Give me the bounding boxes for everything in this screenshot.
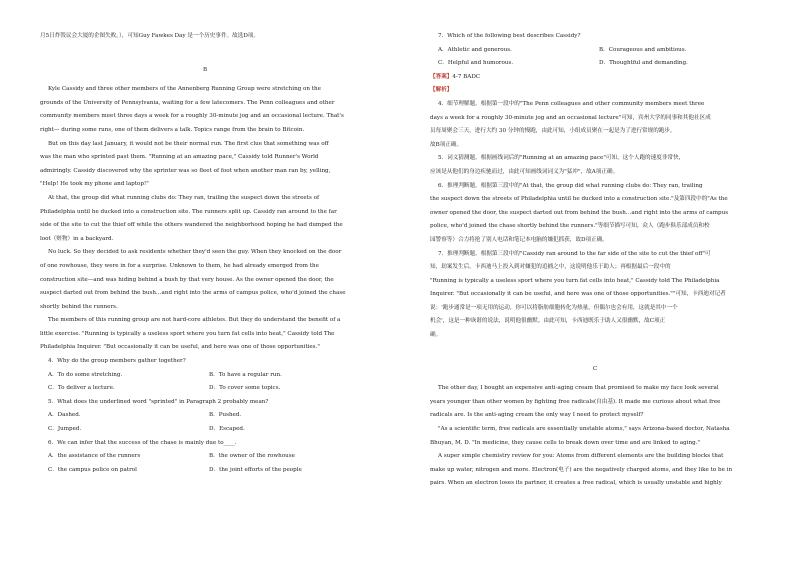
- passage-line: The members of this running group are not hard-core athletes. But they do understand the benefit of a: [48, 317, 341, 324]
- passage-line: The other day, I bought an expensive anti-aging cream that promised to make my face look several: [438, 385, 719, 392]
- question-text: 7．Which of the following best describes Cassidy?: [438, 33, 581, 39]
- question-text: 4．Why do the group members gather together?: [48, 358, 186, 365]
- analysis-line: 说：'跑步通常是一项无用的运动，你可以将脂肪细胞转化为热量，但偶尔也会有用，这就是其中一个: [430, 304, 678, 311]
- option-row: [40, 450, 370, 464]
- analysis-line: days a week for a roughly 30-minute jog and an occasional lecture"可知，宾州大学的同事和其他社区成: [430, 114, 711, 121]
- option-row: [40, 423, 370, 437]
- option: D．Thoughtful and demanding.: [599, 60, 688, 67]
- option: B．Pushed.: [209, 412, 242, 419]
- passage-line: But on this day last January, it would not be their normal run. The first clue that something was off: [48, 140, 329, 147]
- analysis-line: 园警察等）合力将抢了别人电话和笔记本电脑的嫌犯抓获，故D项正确。: [430, 236, 608, 243]
- passage-line: admiringly. Cassidy discovered why the sprinter was so fleet of foot when another man ran by, yelling,: [40, 167, 331, 174]
- passage-line: "As a scientific term, free radicals are essentially unstable atoms," says Arizona-based doctor, Natasha: [438, 426, 730, 433]
- passage-line: years younger than other women by fighting free radicals(自由基). It made me curious about what free: [430, 398, 721, 405]
- analysis-line: 员每周聚会三天，进行大约 30 分钟的慢跑，由此可知，小组成员聚在一起是为了进行常规的跑步，: [430, 128, 676, 135]
- continued-explanation: 月5日炸毁议会大厦的企图失败。），可知Guy Fawkes Day 是一个历史事件。故选D项。: [40, 33, 259, 39]
- option: B．the owner of the rowhouse: [209, 453, 295, 460]
- option: C．Jumped.: [48, 426, 82, 433]
- passage-line: pairs. When an electron loses its partner, it creates a free radical, which is usually unstable and highly: [430, 480, 722, 487]
- passage-b: [40, 83, 370, 355]
- analysis-line: 故B项正确。: [430, 141, 463, 148]
- option-row: [40, 464, 370, 478]
- option: C．the campus police on patrol: [48, 466, 137, 473]
- passage-line: make up water, nitrogen and more. Electron(电子) are the negatively charged atoms, and they like to be in: [430, 466, 733, 473]
- analysis-line: 7．推理判断题。根据第三段中的"Cassidy ran around to the far side of the site to cut the thief off"可: [438, 250, 711, 257]
- option: B．To have a regular run.: [209, 371, 282, 378]
- option-row: [430, 44, 760, 58]
- option-row: [40, 369, 370, 383]
- option: A．Dashed.: [48, 412, 81, 419]
- option: C．To deliver a lecture.: [48, 385, 115, 392]
- option-row: [40, 409, 370, 423]
- analysis-line: Inquirer. "But occasionally it can be useful, and here was one of those opportunities.""可知，卡西迪对记者: [430, 291, 726, 298]
- passage-line: community members meet three days a week for a roughly 30-minute jog and an occasional lecture. That's: [40, 113, 344, 120]
- option: A．Athletic and generous.: [438, 46, 512, 53]
- analysis-tag: 【解析】: [430, 87, 453, 94]
- question-text: 6．We can infer that the success of the chase is mainly due to____.: [48, 439, 237, 446]
- passage-line: shortly behind the runners.: [40, 303, 118, 310]
- analysis-line: 确。: [430, 332, 442, 339]
- analysis-line: 应该是从他们的身边疾驰而过，由此可知画线词词义为"猛冲"，故A项正确。: [430, 168, 619, 175]
- section-b-label: B: [202, 66, 208, 73]
- passage-line: construction site—and was hiding behind a bush by that very house. As the owner opened the door, the: [40, 276, 334, 283]
- analysis-line: "Running is typically a useless sport where you turn fat cells into heat," Cassidy told The Philadelphia: [430, 277, 720, 284]
- option-row: [430, 57, 760, 71]
- passage-line: "Help! He took my phone and laptop!": [40, 181, 149, 188]
- option: D．Escaped.: [209, 426, 245, 433]
- passage-line: No luck. So they decided to ask residents whether they'd seen the guy. When they knocked on the door: [48, 249, 342, 256]
- option: B．Courageous and ambitious.: [599, 46, 687, 53]
- answer-tag: 【答案】: [430, 73, 453, 80]
- passage-line: Philadelphia until he ducked into a construction site. The runners split up. Cassidy ran around to the far: [40, 208, 337, 215]
- analysis-block: [430, 98, 760, 343]
- passage-line: radicals are. Is the anti-aging cream the only way I need to protect myself?: [430, 412, 644, 419]
- analysis-line: 6．推理判断题。根据第三段中的"At that, the group did what running clubs do: They ran, trailing: [438, 182, 703, 189]
- option: D．To cover some topics.: [209, 385, 281, 392]
- passage-line: loot（赃物）in a backyard.: [40, 235, 114, 242]
- questions-4-6: [40, 355, 370, 477]
- passage-line: was the man who sprinted past them. "Running at an amazing pace," Cassidy told Runner's World: [40, 154, 319, 161]
- option-row: [40, 382, 370, 396]
- passage-line: Philadelphia Inquirer. "But occasionally it can be useful, and here was one of those opportunities.": [40, 344, 320, 351]
- passage-line: Bhuyan, M. D. "In medicine, they cause cells to break down over time and are linked to aging.": [430, 439, 700, 446]
- analysis-line: 4．细节理解题。根据第一段中的"The Penn colleagues and other community members meet three: [438, 100, 705, 107]
- passage-line: right— during some runs, one of them delivers a talk. Topics range from the brain to Bitcoin.: [40, 126, 305, 133]
- passage-line: grounds of the University of Pennsylvania, waiting for a few latecomers. The Penn colleagues and other: [40, 99, 335, 106]
- option: A．the assistance of the runners: [48, 453, 141, 460]
- option: A．To do some stretching.: [48, 371, 123, 378]
- passage-line: little exercise. "Running is typically a useless sport where you turn fat cells into heat," Cassidy told The: [40, 330, 335, 337]
- analysis-line: owner opened the door, the suspect darted out from behind the bush…and right into the arms of campus: [430, 209, 729, 216]
- question-text: 5．What does the underlined word "sprinted" in Paragraph 2 probably mean?: [48, 398, 269, 405]
- analysis-line: police, who'd joined the chase shortly behind the runners."等细节描写可知，众人（跑步俱乐部成员和校: [430, 223, 710, 230]
- analysis-line: 知，劫案发生后，卡西迪马上投入到对嫌犯的追捕之中，这说明他乐于助人；再根据最后一段中的: [430, 264, 671, 271]
- analysis-tag-line: [430, 84, 760, 98]
- right-column: [430, 30, 760, 491]
- passage-c: [430, 382, 760, 491]
- left-column: [40, 30, 370, 477]
- option: D．the joint efforts of the people: [209, 466, 302, 473]
- option: C．Helpful and humorous.: [438, 60, 514, 67]
- answer-text: 4-7 BADC: [452, 73, 481, 80]
- answer-line: [430, 71, 760, 85]
- passage-line: of one rowhouse, they were in for a surprise. Unknown to them, he had already emerged from the: [40, 262, 319, 269]
- passage-line: A super simple chemistry review for you: Atoms from different elements are the building blocks that: [438, 453, 724, 460]
- passage-line: suspect darted out from behind the bush…and right into the arms of campus police, who'd joined the chase: [40, 290, 346, 297]
- analysis-line: 5．词义猜测题。根据画线词后的"Running at an amazing pace"可知，这个人跑的速度非常快，: [438, 155, 685, 162]
- passage-line: Kyle Cassidy and three other members of the Annenberg Running Group were stretching on the: [48, 86, 321, 93]
- question-7: [430, 30, 760, 71]
- section-c-label: C: [592, 365, 598, 372]
- passage-line: side of the site to cut the thief off while the others wandered the neighborhood hoping he had dumped the: [40, 222, 343, 229]
- analysis-line: the suspect down the streets of Philadelphia until he ducked into a construction site."及第四段中的"As the: [430, 196, 728, 203]
- passage-line: At that, the group did what running clubs do: They ran, trailing the suspect down the streets of: [48, 194, 320, 201]
- analysis-line: 机会'，这是一种诙谐的说法，说明他很幽默。由此可知，卡西迪既乐于助人又很幽默，故C项正: [430, 318, 666, 325]
